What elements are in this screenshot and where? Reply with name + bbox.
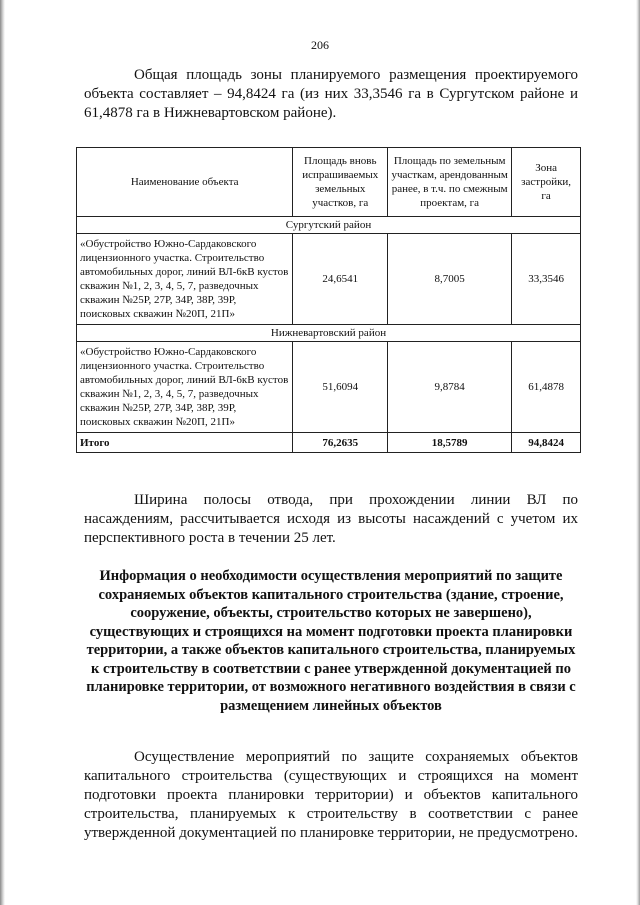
intro-paragraph: Общая площадь зоны планируемого размещения проектируемого объекта составляет – 94,8424 га (из них 33,3546 га в Сургутском районе и 61,4878 га в Нижневартовском районе). bbox=[84, 67, 578, 121]
zone-cell: 33,3546 bbox=[512, 234, 581, 325]
table-row bbox=[77, 342, 581, 433]
header-new-area: Площадь вновь испрашиваемых земельных участков, га bbox=[293, 148, 388, 217]
scan-edge-right bbox=[636, 0, 640, 905]
header-leased-area: Площадь по земельным участкам, арендованным ранее, в т.ч. по смежным проектам, га bbox=[388, 148, 512, 217]
total-leased-area: 18,5789 bbox=[388, 433, 512, 453]
total-row bbox=[77, 433, 581, 453]
region-label: Сургутский район bbox=[77, 217, 581, 234]
table-row bbox=[77, 234, 581, 325]
region-row-surgut bbox=[77, 217, 581, 234]
table-header-row bbox=[77, 148, 581, 217]
total-zone: 94,8424 bbox=[512, 433, 581, 453]
leased-area-cell: 9,8784 bbox=[388, 342, 512, 433]
area-table bbox=[76, 147, 581, 453]
total-new-area: 76,2635 bbox=[293, 433, 388, 453]
section-heading: Информация о необходимости осуществления мероприятий по защите сохраняемых объектов капитального строительства (здание, строение, сооружение, объекты, строительство которых не завершено), существующих и строящихся на момент подготовки проекта планировки территории, а также объектов капитального строительства, планируемых к строительству в соответствии с ранее утвержденной документацией по планировке территории, от возможного негативного воздействия в связи с размещением линейных объектов bbox=[86, 568, 576, 714]
total-label: Итого bbox=[77, 433, 293, 453]
region-row-nizhnevartovsk bbox=[77, 325, 581, 342]
header-object-name: Наименование объекта bbox=[77, 148, 293, 217]
final-paragraph: Осуществление мероприятий по защите сохраняемых объектов капитального строительства (существующих и строящихся на момент подготовки проекта планировки территории) и объектов капитального строительства, планируемых к строительству в соответствии с ранее утвержденной документацией по планировке территории, не предусмотрено. bbox=[84, 749, 579, 841]
object-name-cell: «Обустройство Южно-Сардаковского лицензионного участка. Строительство автомобильных дорог, линий ВЛ-6кВ кустов скважин №1, 2, 3, 4, 5, 7, разведочных скважин №25Р, 27Р, 34Р, 38Р, 39Р, поисковых скважин №20П, 21П» bbox=[77, 234, 293, 325]
page-number: 206 bbox=[311, 38, 329, 52]
zone-cell: 61,4878 bbox=[512, 342, 581, 433]
header-zone: Зона застройки, га bbox=[512, 148, 581, 217]
scan-edge-left bbox=[0, 0, 5, 905]
new-area-cell: 24,6541 bbox=[293, 234, 388, 325]
leased-area-cell: 8,7005 bbox=[388, 234, 512, 325]
object-name-cell: «Обустройство Южно-Сардаковского лицензионного участка. Строительство автомобильных дорог, линий ВЛ-6кВ кустов скважин №1, 2, 3, 4, 5, 7, разведочных скважин №25Р, 27Р, 34Р, 38Р, 39Р, поисковых скважин №20П, 21П» bbox=[77, 342, 293, 433]
new-area-cell: 51,6094 bbox=[293, 342, 388, 433]
strip-width-paragraph: Ширина полосы отвода, при прохождении линии ВЛ по насаждениям, рассчитывается исходя из высоты насаждений с учетом их перспективного роста в течении 25 лет. bbox=[84, 492, 578, 546]
region-label: Нижневартовский район bbox=[77, 325, 581, 342]
